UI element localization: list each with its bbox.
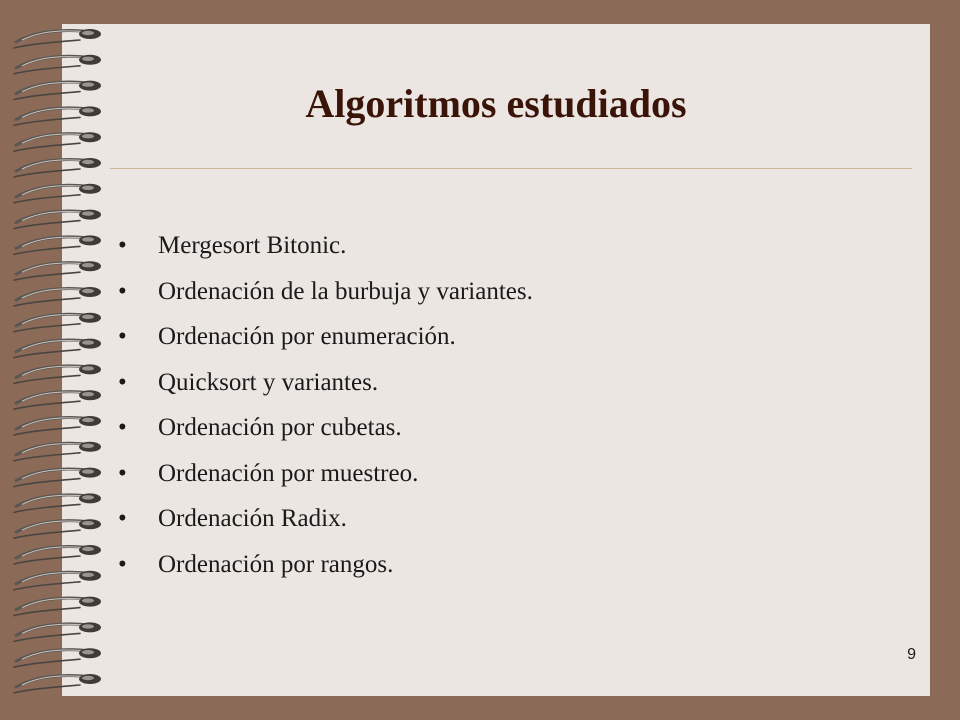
spiral-ring-icon xyxy=(14,622,101,641)
spiral-ring-icon xyxy=(14,313,101,332)
spiral-ring-icon xyxy=(14,442,101,461)
bullet-icon: • xyxy=(118,277,127,305)
bullet-text: Mergesort Bitonic. xyxy=(158,232,347,259)
bullet-text: Ordenación por muestreo. xyxy=(158,459,419,487)
bullet-icon: • xyxy=(118,459,127,487)
spiral-ring-icon xyxy=(14,210,101,229)
spiral-ring-icon xyxy=(14,132,101,151)
bullet-text: Ordenación de la burbuja y variantes. xyxy=(158,277,533,305)
bullet-list xyxy=(118,232,533,596)
bullet-text: Ordenación por cubetas. xyxy=(158,414,402,441)
spiral-ring-icon xyxy=(14,55,101,74)
spiral-ring-icon xyxy=(14,390,101,409)
spiral-ring-icon xyxy=(14,468,101,487)
slide-title: Algoritmos estudiados xyxy=(305,81,687,126)
spiral-ring-icon xyxy=(14,416,101,435)
bullet-item xyxy=(118,232,533,278)
title-divider xyxy=(110,168,912,169)
bullet-icon: • xyxy=(118,505,127,532)
spiral-ring-icon xyxy=(14,287,101,306)
bullet-item xyxy=(118,369,533,415)
spiral-ring-icon xyxy=(14,674,101,693)
spiral-ring-icon xyxy=(14,519,101,538)
spiral-ring-icon xyxy=(14,648,101,667)
bullet-text: Quicksort y variantes. xyxy=(158,368,379,396)
spiral-ring-icon xyxy=(14,493,101,512)
bullet-text: Ordenación Radix. xyxy=(158,505,347,532)
bullet-icon: • xyxy=(118,232,127,259)
bullet-item xyxy=(118,551,533,597)
spiral-ring-icon xyxy=(14,29,101,48)
spiral-ring-icon xyxy=(14,184,101,203)
spiral-ring-icon xyxy=(14,158,101,177)
page-number: 9 xyxy=(907,646,916,663)
bullet-icon: • xyxy=(118,550,127,578)
bullet-item xyxy=(118,460,533,506)
bullet-item xyxy=(118,323,533,369)
bullet-item xyxy=(118,414,533,460)
spiral-ring-icon xyxy=(14,597,101,616)
bullet-item xyxy=(118,278,533,324)
bullet-icon: • xyxy=(118,368,127,396)
spiral-ring-icon xyxy=(14,261,101,280)
bullet-text: Ordenación por enumeración. xyxy=(158,323,456,350)
bullet-item xyxy=(118,505,533,551)
spiral-ring-icon xyxy=(14,545,101,564)
spiral-ring-icon xyxy=(14,235,101,254)
bullet-icon: • xyxy=(118,323,127,350)
spiral-ring-icon xyxy=(14,571,101,590)
bullet-text: Ordenación por rangos. xyxy=(158,550,394,578)
spiral-ring-icon xyxy=(14,339,101,358)
bullet-icon: • xyxy=(118,414,127,441)
spiral-ring-icon xyxy=(14,364,101,383)
